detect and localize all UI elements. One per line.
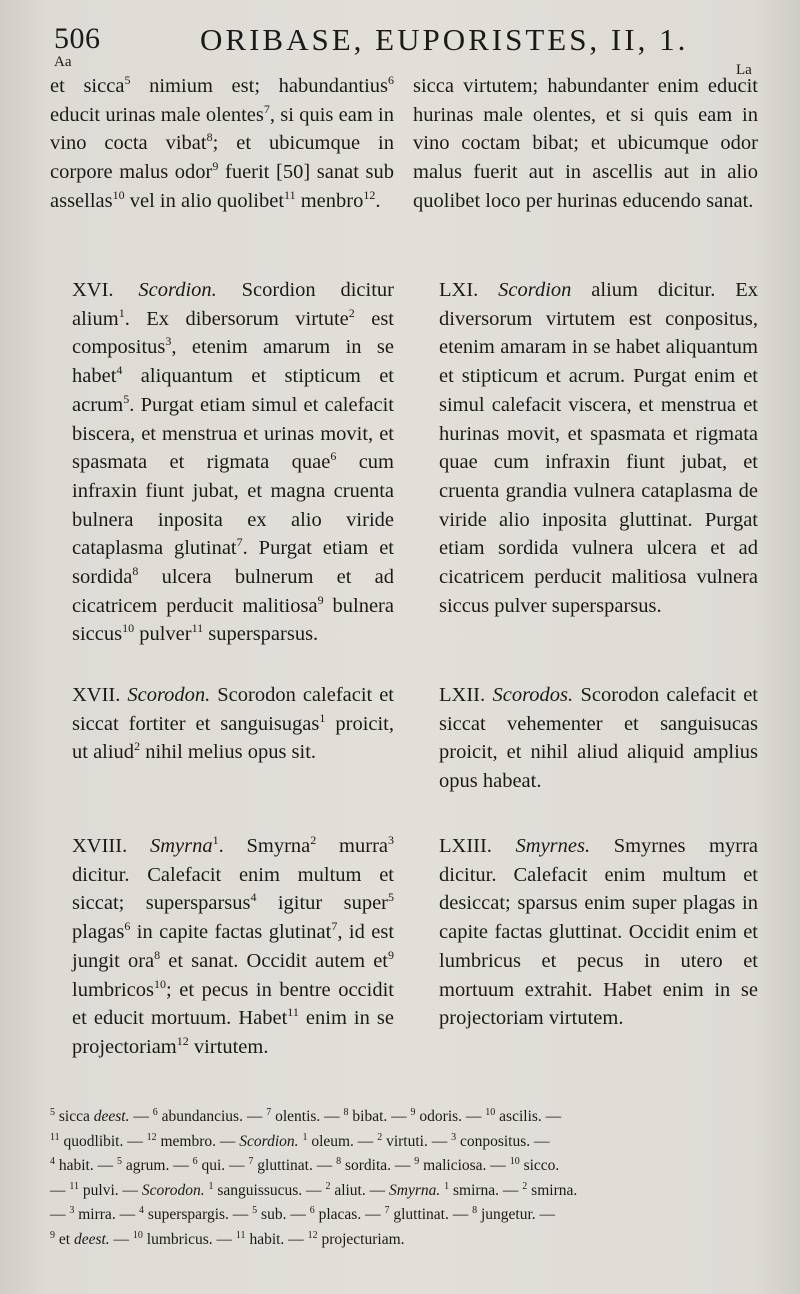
left-column bbox=[50, 72, 394, 216]
left-paragraph-continued: et sicca$^5$ nimium est; habundantius$^6$ educit urinas male olentes$^7$, si quis eam in vino cocta vibat$^8$; et ubicumque in corpore malus odor$^9$ fuerit [50] sanat sub assellas$^{10}$ vel in alio quolibet$^{11}$ menbro$^{12}$. bbox=[50, 73, 395, 212]
section-xvii-body: Scorodon calefacit et siccat fortiter et sanguisugas$^1$ proicit, ut aliud$^2$ nihil melius opus sit. bbox=[72, 684, 395, 764]
section-lxiii-number: LXIII. bbox=[439, 835, 492, 857]
section-xvi-text bbox=[50, 276, 394, 649]
footnote-number: 2 bbox=[377, 1131, 383, 1143]
section-lxi-text bbox=[413, 276, 758, 620]
left-section-xviii bbox=[50, 832, 394, 1062]
section-lxii-number: LXII. bbox=[439, 684, 486, 706]
footnote-number: 7 bbox=[384, 1204, 390, 1216]
footnote-number: 10 bbox=[509, 1155, 520, 1167]
footnote-number: 8 bbox=[472, 1204, 478, 1216]
section-lxi-number: LXI. bbox=[439, 279, 479, 301]
note-ref: 10 bbox=[122, 621, 135, 636]
footnote-number: 9 bbox=[414, 1155, 420, 1167]
running-title: ORIBASE, EUPORISTES, II, 1. bbox=[200, 22, 689, 57]
section-xvi-number: XVI. bbox=[72, 279, 114, 301]
footnote-number: 6 bbox=[192, 1155, 198, 1167]
note-ref: 12 bbox=[363, 187, 376, 202]
right-column bbox=[413, 72, 758, 216]
footnote-number: 1 bbox=[444, 1180, 450, 1192]
note-ref: 4 bbox=[250, 890, 257, 905]
note-ref: 7 bbox=[263, 101, 270, 116]
footnote-number: 11 bbox=[50, 1131, 60, 1143]
section-lxiii-title: Smyrnes. bbox=[515, 835, 591, 857]
section-lxii-title: Scorodos. bbox=[492, 684, 574, 706]
note-ref: 3 bbox=[165, 334, 172, 349]
footnote-number: 1 bbox=[302, 1131, 308, 1143]
section-xviii-body: $^1$. Smyrna$^2$ murra$^3$ dicitur. Calefacit enim multum et siccat; supersparsus$^4$ igitur super$^5$ plagas$^6$ in capite factas glutinat$^7$, id est jungit ora$^8$ et sanat. Occidit autem $et^9$ lumbricos$^{10}$; et pecus in bentre occidit et educit mortuum. Habet$^{11}$ enim in se projectoriam$^{12}$ virtutem. bbox=[72, 833, 395, 1058]
note-ref: 5 bbox=[123, 391, 130, 406]
note-ref: 7 bbox=[331, 919, 338, 934]
note-ref: 2 bbox=[310, 833, 317, 848]
footnote-number: 7 bbox=[248, 1155, 254, 1167]
footnote-number: 5 bbox=[252, 1204, 258, 1216]
section-xviii-text bbox=[50, 832, 394, 1062]
note-ref: 11 bbox=[284, 187, 296, 202]
footnote-number: 2 bbox=[325, 1180, 331, 1192]
footnote-number: 8 bbox=[343, 1106, 349, 1118]
footnote-italic: Smyrna. bbox=[389, 1181, 441, 1199]
footnote-italic: deest. bbox=[93, 1108, 130, 1125]
note-ref: 6 bbox=[330, 449, 337, 464]
right-section-lxi bbox=[413, 276, 758, 620]
footnote-number: 7 bbox=[266, 1106, 272, 1118]
footnote-italic: Scordion. bbox=[239, 1132, 299, 1150]
note-ref: 1 bbox=[212, 833, 219, 848]
section-lxiii-text bbox=[413, 832, 758, 1033]
footnote-number: 3 bbox=[69, 1204, 75, 1216]
section-xvii-title: Scorodon. bbox=[127, 684, 211, 706]
section-lxi-title: Scordion bbox=[498, 279, 572, 301]
footnote-line: $^5$ sicca deest. — $^6$ abundancius. — $^7$ olentis. — $^8$ bibat. — $^9$ odoris. — $^{10}$ ascilis. — bbox=[50, 1106, 562, 1125]
footnote-number: 12 bbox=[307, 1229, 318, 1241]
note-ref: 2 bbox=[134, 739, 141, 754]
note-ref: 10 bbox=[154, 976, 166, 991]
footnote-number: 9 bbox=[410, 1106, 416, 1118]
note-ref: 8 bbox=[206, 130, 213, 145]
note-ref: 1 bbox=[118, 305, 125, 320]
note-ref: 11 bbox=[191, 621, 204, 636]
note-ref: 11 bbox=[287, 1005, 299, 1020]
section-lxii-body: Scorodon calefacit et siccat vehementer et sanguisucas proicit, et nihil aliud aliquid amplius opus habeat. bbox=[439, 684, 758, 793]
footnote-line: $^9$ et deest. — $^{10}$ lumbricus. — $^{11}$ habit. — $^{12}$ projecturiam. bbox=[50, 1229, 405, 1248]
note-ref: 3 bbox=[388, 833, 395, 848]
note-ref: 10 bbox=[112, 187, 125, 202]
left-section-xvi bbox=[50, 276, 394, 649]
note-ref: 5 bbox=[124, 73, 131, 88]
footnote-number: 5 bbox=[117, 1155, 122, 1167]
footnote-number: 6 bbox=[152, 1106, 158, 1118]
note-ref: 8 bbox=[132, 564, 139, 579]
footnote-line: — $^{11}$ pulvi. — Scorodon. $^1$ sanguissucus. — $^2$ aliut. — Smyrna. $^1$ smirna. — $^2$ smirna. bbox=[50, 1180, 578, 1199]
note-ref: 2 bbox=[348, 305, 355, 320]
footnote-number: 5 bbox=[50, 1106, 55, 1118]
footnote-number: 2 bbox=[522, 1180, 528, 1192]
siglum-left: Aa bbox=[54, 54, 72, 70]
footnote-number: 8 bbox=[336, 1155, 342, 1167]
note-ref: 6 bbox=[388, 73, 394, 88]
siglum-right: La bbox=[736, 62, 752, 78]
critical-apparatus bbox=[50, 1105, 762, 1252]
section-xviii-title: Smyrna bbox=[149, 835, 213, 857]
footnote-number: 4 bbox=[50, 1155, 55, 1167]
page-number: 506 bbox=[54, 22, 101, 55]
section-xvi-body: Scordion dicitur alium$^1$. Ex dibersorum virtute$^2$ est compositus$^3$, etenim amarum in se habet$^4$ aliquantum et stipticum et acrum$^5$. Purgat etiam simul et calefacit biscera, et menstrua et urinas movit, et spasmata et rigmata quae$^6$ cum infraxin fiunt jubat, et magna cruenta bulnera inposita ex alio viride cataplasma glutinat$^7$. Purgat etiam et sordida$^8$ ulcera bulnerum et ad cicatricem perducit malitiosa$^9$ bulnera siccus$^{10}$ pulver$^{11}$ supersparsus. bbox=[72, 279, 395, 646]
section-lxii-text bbox=[413, 681, 758, 796]
section-xvi-title: Scordion. bbox=[138, 279, 217, 301]
note-ref: 7 bbox=[236, 535, 243, 550]
section-xviii-number: XVIII. bbox=[72, 835, 128, 857]
footnote-line: $^{11}$ quodlibit. — $^{12}$ membro. — Scordion. $^1$ oleum. — $^2$ virtuti. — $^3$ conpositus. — bbox=[50, 1131, 550, 1150]
footnote-number: 12 bbox=[146, 1131, 157, 1143]
note-ref: 4 bbox=[116, 363, 123, 378]
right-section-lxii bbox=[413, 681, 758, 796]
footnote-number: 3 bbox=[451, 1131, 457, 1143]
note-ref: 12 bbox=[176, 1034, 189, 1049]
footnote-number: 1 bbox=[208, 1180, 214, 1192]
note-ref: 5 bbox=[388, 890, 394, 905]
section-lxi-body: alium dicitur. Ex diversorum virtutem est conpositus, etenim amaram in se habet aliquantum et stipticum et acrum. Purgat enim et simul calefacit viscera, et menstrua et hurinas movit, et spasmata et rigmata quae cum infraxin fiunt jubat, et cruenta grandia vulnera cataplasma de viride alio inposita gluttinat. Purgat etiam sordida vulnera ulcera et ad cicatricem perducit malitiosa vulnera siccus pulver supersparsus. bbox=[439, 279, 758, 617]
note-ref: 8 bbox=[154, 947, 161, 962]
section-lxiii-body: Smyrnes myrra dicitur. Calefacit enim multum et desiccat; sparsus enim super plagas in capite factas gluttinat. Occidit enim et lumbricus et pecus in utero et mortuum extrahit. Habet enim in se projectoriam virtutem. bbox=[439, 835, 758, 1030]
footnote-italic: deest. bbox=[73, 1230, 110, 1248]
footnote-italic: Scorodon. bbox=[141, 1181, 205, 1199]
footnote-line: $^4$ habit. — $^5$ agrum. — $^6$ qui. — $^7$ gluttinat. — $^8$ sordita. — $^9$ maliciosa. — $^{10}$ sicco. bbox=[50, 1155, 560, 1174]
section-xvii-text bbox=[50, 681, 394, 767]
footnote-number: 4 bbox=[138, 1204, 144, 1216]
note-ref: 1 bbox=[319, 710, 326, 725]
right-section-lxiii bbox=[413, 832, 758, 1033]
footnote-number: 11 bbox=[69, 1180, 80, 1192]
note-ref: 6 bbox=[124, 919, 131, 934]
footnote-number: 10 bbox=[485, 1106, 496, 1118]
footnote-number: 9 bbox=[50, 1229, 55, 1241]
note-ref: 9 bbox=[317, 592, 324, 607]
right-paragraph-continued: sicca virtutem; habundanter enim educit hurinas male olentes, et si quis eam in vino coctam bibat; et ubicumque odor malus fuerit aut in ascellis aut in alio quolibet loco per hurinas educendo sanat. bbox=[413, 75, 758, 212]
left-section-xvii bbox=[50, 681, 394, 767]
note-ref: 9 bbox=[212, 159, 219, 174]
footnote-number: 11 bbox=[235, 1229, 246, 1241]
note-ref: 9 bbox=[388, 947, 395, 962]
footnote-line: — $^3$ mirra. — $^4$ superspargis. — $^5$ sub. — $^6$ placas. — $^7$ gluttinat. — $^8$ jungetur. — bbox=[50, 1204, 556, 1223]
footnote-number: 6 bbox=[309, 1204, 315, 1216]
footnote-number: 10 bbox=[132, 1229, 143, 1241]
section-xvii-number: XVII. bbox=[72, 684, 121, 706]
